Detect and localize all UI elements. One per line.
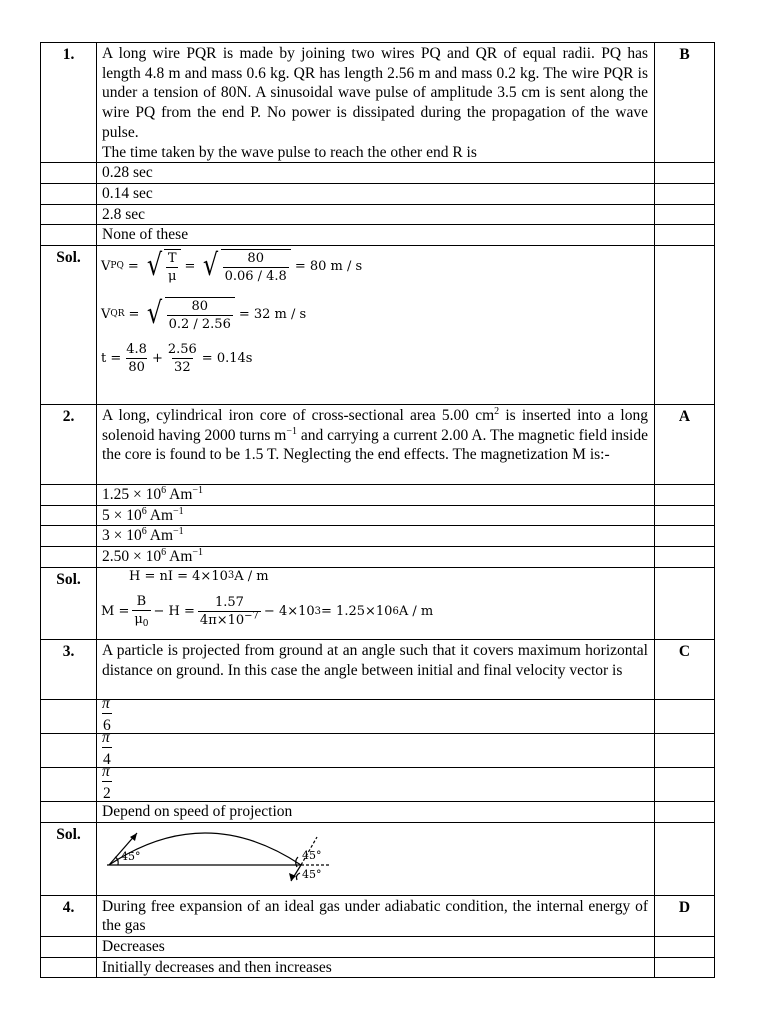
option-b: $5 \times 10^6$ $Am^{-1}$ xyxy=(97,505,655,526)
solution-line: V QR = √ $\frac{80}{0.2 / 2.56}$ = 32 m / s xyxy=(101,296,307,333)
option-a: π 6 xyxy=(97,699,655,733)
question-row-2 xyxy=(41,405,715,485)
angle-label-impact: 45° xyxy=(302,867,322,881)
solution-line: t = $\frac{4.8}{80}$ + $\frac{2.56}{32}$ = 0.14s xyxy=(101,342,253,376)
solution-body xyxy=(97,567,655,639)
option-b: Initially decreases and then increases xyxy=(97,957,655,978)
question-sheet xyxy=(40,42,715,978)
answer-key: D xyxy=(655,895,715,936)
solution-line: V PQ = √ $\frac{T}{\mu}$ = √ $\frac{80}{0.06 / 4.8}$ = 80 m / s xyxy=(101,248,363,285)
option-row xyxy=(41,767,715,801)
question-text: During free expansion of an ideal gas under adiabatic condition, the internal energy of the gas xyxy=(97,895,655,936)
solution-line: H = nI = 4×10 3 A / m xyxy=(129,568,269,584)
option-row xyxy=(41,547,715,568)
option-row xyxy=(41,801,715,822)
option-a: $1.25 \times 10^6$ $Am^{-1}$ xyxy=(97,485,655,506)
option-d: Depend on speed of projection xyxy=(97,801,655,822)
question-table xyxy=(40,42,715,978)
question-text: A long, cylindrical iron core of cross-sectional area 5.00 $cm^2$ is inserted into a long solenoid having 2000 turns $m^{-1}$ and carrying a current 2.00 A. The magnetic field inside the core is found to be 1.5 T. Neglecting the end effects. The magnetization M is:- xyxy=(97,405,655,485)
option-b: 0.14 sec xyxy=(97,183,655,204)
solution-row-3 xyxy=(41,822,715,895)
option-d: None of these xyxy=(97,225,655,246)
question-text xyxy=(97,43,655,163)
question-row-1 xyxy=(41,43,715,163)
question-body: A long wire PQR is made by joining two wires PQ and QR of equal radii. PQ has length 4.8 m and mass 0.6 kg. QR has length 2.56 m and mass 0.2 kg. The wire PQR is under a tension of 80N. A sinusoidal wave pulse of amplitude 3.5 cm is sent along the wire PQ from the end P. No power is dissipated during the propagation of the wave pulse. xyxy=(102,45,648,141)
option-row xyxy=(41,957,715,978)
solution-row-1 xyxy=(41,246,715,405)
option-c: π 2 xyxy=(97,767,655,801)
question-number: 3. xyxy=(41,639,97,699)
option-c: $3 \times 10^6$ $Am^{-1}$ xyxy=(97,526,655,547)
solution-label: Sol. xyxy=(41,567,97,639)
solution-line: M = $\frac{B}{\mu_0}$ − H = $\frac{1.57}{4\pi\times 10^{-7}}$ − 4×10 3 = 1.25×10 6 A / m xyxy=(101,593,434,629)
solution-body xyxy=(97,822,655,895)
answer-key: C xyxy=(655,639,715,699)
option-b: π 4 xyxy=(97,733,655,767)
question-prompt: The time taken by the wave pulse to reach the other end R is xyxy=(102,143,477,161)
answer-key: A xyxy=(655,405,715,485)
option-row xyxy=(41,485,715,506)
solution-row-2 xyxy=(41,567,715,639)
angle-label-vertical: 45° xyxy=(302,848,322,862)
solution-label: Sol. xyxy=(41,246,97,405)
option-row xyxy=(41,163,715,184)
option-a: Decreases xyxy=(97,936,655,957)
option-c: 2.8 sec xyxy=(97,204,655,225)
solution-label: Sol. xyxy=(41,822,97,895)
option-a: 0.28 sec xyxy=(97,163,655,184)
question-text: A particle is projected from ground at an angle such that it covers maximum horizontal distance on ground. In this case the angle between initial and final velocity vector is xyxy=(97,639,655,699)
answer-key: B xyxy=(655,43,715,163)
option-row xyxy=(41,225,715,246)
option-row xyxy=(41,936,715,957)
angle-label-launch: 45° xyxy=(121,849,141,863)
option-row xyxy=(41,505,715,526)
option-row xyxy=(41,183,715,204)
question-row-3 xyxy=(41,639,715,699)
question-row-4 xyxy=(41,895,715,936)
option-d: $2.50 \times 10^6$ $Am^{-1}$ xyxy=(97,547,655,568)
solution-body xyxy=(97,246,655,405)
question-number: 1. xyxy=(41,43,97,163)
option-row xyxy=(41,526,715,547)
option-row xyxy=(41,733,715,767)
option-row xyxy=(41,204,715,225)
question-number: 2. xyxy=(41,405,97,485)
projectile-diagram xyxy=(101,823,361,889)
question-number: 4. xyxy=(41,895,97,936)
option-row xyxy=(41,699,715,733)
